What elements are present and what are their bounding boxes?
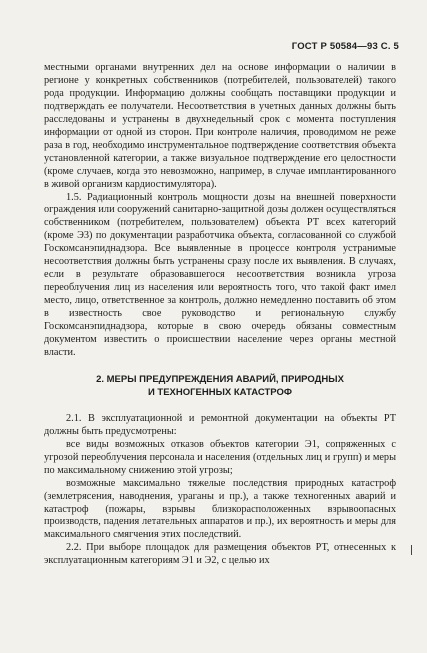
list-item-failures: все виды возможных отказов объектов категории Э1, сопряженных с угрозой переоблучения персонала и населения (отдельных лиц и групп) и меры по максимальному снижению этой угрозы; bbox=[44, 438, 396, 476]
paragraph-2-1: 2.1. В эксплуатационной и ремонтной документации на объекты РТ должны быть предусмотрены: bbox=[44, 412, 396, 437]
paragraph-1-5: 1.5. Радиационный контроль мощности дозы на внешней поверхности ограждения или сооружений санитарно-защитной дозы должен осуществляться собственником (потребителем, пользователем) объекта РТ всех категорий (кроме Э3) по документации разработчика объекта, согласованной со службой Госкомсанэпиднадзора. Все выявленные в процессе контроля устранимые несоответствия должны быть устранены сразу после их выявления. В случаях, если в результате образовавшегося несоответствия возникла угроза переоблучения лиц из населения или вероятность того, что такой факт имел место, лицо, ответственное за контроль, должно немедленно поставить об этом в известность свое руководство и региональную службу Госкомсанэпиднадзора, которые в свою очередь обязаны совместным документом известить о происшествии население через органы местной власти. bbox=[44, 191, 396, 358]
paragraph-1: местными органами внутренних дел на основе информации о наличии в регионе у конкретных собственников (потребителей, пользователей) такого рода продукции. Информацию должны сообщать поставщики продукции и подтверждать ее получатели. Несоответствия в учетных данных должны быть расследованы и устранены в двухнедельный срок с момента поступления информации от одной из сторон. При контроле наличия, проводимом не реже раза в год, необходимо инструментальное подтверждение соответствия объекта установленной категории, а также визуальное подтверждение его целостности (кроме случаев, когда это невозможно, например, в случае имплантированного в живой организм кардиостимулятора). bbox=[44, 62, 396, 190]
section-title bbox=[44, 374, 396, 400]
page-header: ГОСТ Р 50584—93 С. 5 bbox=[291, 41, 399, 52]
section-title-line-1: 2. МЕРЫ ПРЕДУПРЕЖДЕНИЯ АВАРИЙ, ПРИРОДНЫХ bbox=[96, 373, 344, 385]
section-title-line-2: И ТЕХНОГЕННЫХ КАТАСТРОФ bbox=[147, 386, 293, 398]
document-body bbox=[44, 62, 396, 568]
margin-mark bbox=[411, 545, 412, 555]
paragraph-2-2: 2.2. При выборе площадок для размещения объектов РТ, отнесенных к эксплуатационным категориям Э1 и Э2, с целью их bbox=[44, 542, 396, 567]
list-item-consequences: возможные максимально тяжелые последствия природных катастроф (землетрясения, наводнения, ураганы и пр.), а также техногенных аварий и катастроф (пожары, взрывы близкорасположенных взрывоопасных производств, падения летательных аппаратов и пр.), их вероятность и меры для максимального смягчения этих последствий. bbox=[44, 477, 396, 541]
